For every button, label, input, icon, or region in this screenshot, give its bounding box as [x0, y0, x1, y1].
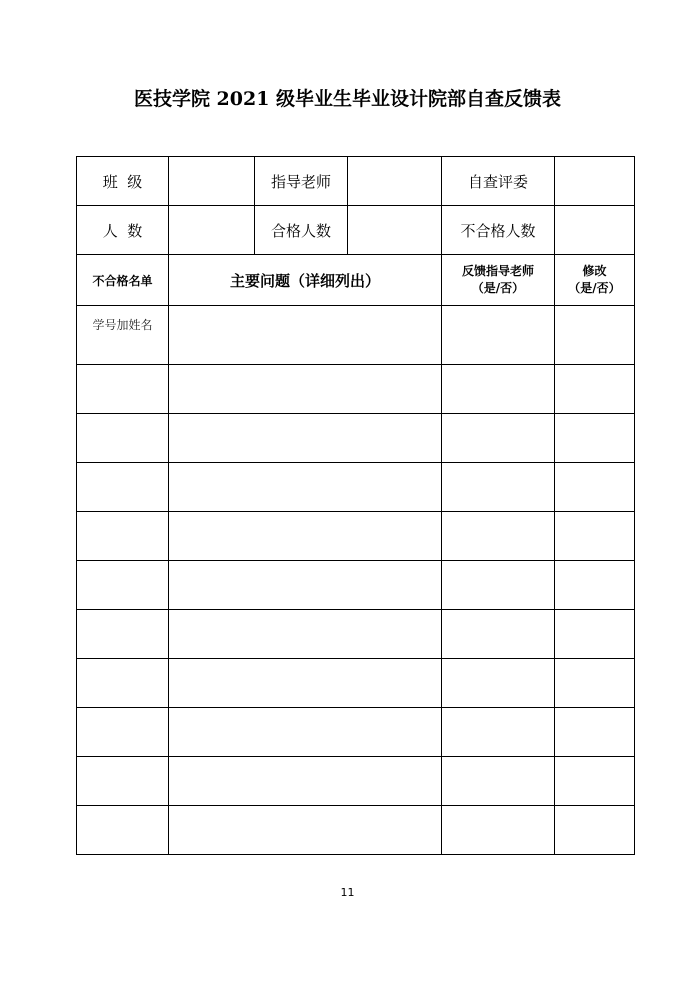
unqualified-value-cell[interactable]: [555, 206, 635, 255]
revise-cell[interactable]: [555, 757, 635, 806]
issues-cell[interactable]: [169, 463, 442, 512]
table-row: [77, 561, 635, 610]
revise-cell[interactable]: [555, 806, 635, 855]
table-row: [77, 414, 635, 463]
class-label: 班 级: [77, 157, 169, 206]
student-id-name-cell[interactable]: 学号加姓名: [77, 306, 169, 365]
count-value-cell[interactable]: [169, 206, 255, 255]
feedback-cell[interactable]: [442, 414, 555, 463]
unqualified-list-header: 不合格名单: [77, 255, 169, 306]
table-row: [77, 306, 635, 365]
revise-cell[interactable]: [555, 463, 635, 512]
table-row: [77, 659, 635, 708]
feedback-header-line2: （是/否）: [471, 281, 525, 295]
issues-cell[interactable]: [169, 757, 442, 806]
revise-header: [555, 255, 635, 306]
issues-cell[interactable]: [169, 414, 442, 463]
table-row: [77, 757, 635, 806]
revise-cell[interactable]: [555, 610, 635, 659]
page-title: 医技学院 2021 级毕业生毕业设计院部自查反馈表: [133, 88, 562, 110]
student-id-name-cell[interactable]: [77, 512, 169, 561]
issues-cell[interactable]: [169, 806, 442, 855]
revise-cell[interactable]: [555, 561, 635, 610]
feedback-header: [442, 255, 555, 306]
student-id-name-cell[interactable]: [77, 708, 169, 757]
revise-cell[interactable]: [555, 512, 635, 561]
qualified-value-cell[interactable]: [348, 206, 442, 255]
page-number: 11: [340, 886, 355, 899]
feedback-header-line1: 反馈指导老师: [461, 264, 534, 278]
issues-cell[interactable]: [169, 659, 442, 708]
table-row: [77, 610, 635, 659]
advisor-value-cell[interactable]: [348, 157, 442, 206]
student-id-name-cell[interactable]: [77, 757, 169, 806]
revise-cell[interactable]: [555, 708, 635, 757]
info-row-count: [77, 206, 635, 255]
feedback-cell[interactable]: [442, 561, 555, 610]
feedback-cell[interactable]: [442, 463, 555, 512]
info-row-class: [77, 157, 635, 206]
revise-cell[interactable]: [555, 414, 635, 463]
advisor-label: 指导老师: [255, 157, 348, 206]
count-label: 人 数: [77, 206, 169, 255]
revise-cell[interactable]: [555, 365, 635, 414]
table-row: [77, 463, 635, 512]
main-issues-header: 主要问题（详细列出）: [169, 255, 442, 306]
feedback-cell[interactable]: [442, 365, 555, 414]
issues-cell[interactable]: [169, 610, 442, 659]
feedback-form-table: [76, 156, 635, 855]
issues-cell[interactable]: [169, 365, 442, 414]
unqualified-label: 不合格人数: [442, 206, 555, 255]
issues-cell[interactable]: [169, 512, 442, 561]
student-id-name-cell[interactable]: [77, 806, 169, 855]
column-header-row: [77, 255, 635, 306]
issues-cell[interactable]: [169, 708, 442, 757]
feedback-cell[interactable]: [442, 659, 555, 708]
revise-cell[interactable]: [555, 659, 635, 708]
feedback-cell[interactable]: [442, 306, 555, 365]
student-id-name-cell[interactable]: [77, 659, 169, 708]
feedback-cell[interactable]: [442, 512, 555, 561]
student-id-name-cell[interactable]: [77, 610, 169, 659]
table-row: [77, 708, 635, 757]
issues-cell[interactable]: [169, 561, 442, 610]
student-id-name-cell[interactable]: [77, 365, 169, 414]
table-row: [77, 365, 635, 414]
qualified-label: 合格人数: [255, 206, 348, 255]
student-id-name-cell[interactable]: [77, 561, 169, 610]
feedback-cell[interactable]: [442, 610, 555, 659]
student-id-name-cell[interactable]: [77, 414, 169, 463]
table-row: [77, 806, 635, 855]
revise-cell[interactable]: [555, 306, 635, 365]
student-id-name-cell[interactable]: [77, 463, 169, 512]
reviewer-label: 自查评委: [442, 157, 555, 206]
revise-header-line1: 修改: [582, 264, 607, 278]
revise-header-line2: （是/否）: [568, 281, 621, 295]
reviewer-value-cell[interactable]: [555, 157, 635, 206]
feedback-cell[interactable]: [442, 708, 555, 757]
issues-cell[interactable]: [169, 306, 442, 365]
feedback-cell[interactable]: [442, 806, 555, 855]
table-row: [77, 512, 635, 561]
class-value-cell[interactable]: [169, 157, 255, 206]
feedback-cell[interactable]: [442, 757, 555, 806]
